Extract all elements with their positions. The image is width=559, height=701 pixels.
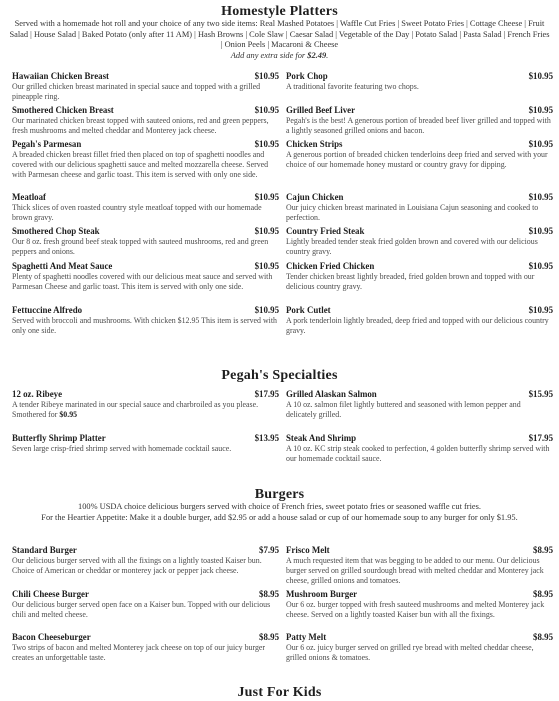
item-price: $8.95 — [533, 545, 553, 555]
menu-item — [12, 389, 279, 420]
item-name: Spaghetti And Meat Sauce — [12, 261, 113, 271]
menu-item — [286, 192, 553, 223]
item-price: $10.95 — [254, 261, 279, 271]
item-price: $8.95 — [259, 632, 279, 642]
item-name: Pork Cutlet — [286, 305, 331, 315]
item-price: $8.95 — [259, 589, 279, 599]
menu-item — [286, 433, 553, 464]
menu-item — [12, 226, 279, 257]
item-name: Fettuccine Alfredo — [12, 305, 83, 315]
item-name: Meatloaf — [12, 192, 47, 202]
item-name: Standard Burger — [12, 545, 77, 555]
item-price: $7.95 — [259, 545, 279, 555]
item-description: A much requested item that was begging to be added to our menu. Our delicious burger served on grilled sourdough bread with melted cheddar and Monterey jack cheese, grilled onions and tomatoes. — [286, 556, 544, 585]
homestyle-intro — [8, 19, 551, 61]
item-description: A 10 oz. KC strip steak cooked to perfection, 4 golden butterfly shrimp served with our homemade cocktail sauce. — [286, 444, 550, 463]
extra-side-note: Add any extra side for $2.49. — [230, 50, 329, 60]
burgers-intro — [8, 502, 551, 523]
extra-side-price: $2.49 — [307, 50, 327, 60]
item-price: $17.95 — [528, 433, 553, 443]
item-description: A breaded chicken breast fillet fried then placed on top of spaghetti noodles and covered with our delicious spaghetti sauce and melted mozzarella cheese. Served with Parmesan cheese and garlic toast. This item is served with only one side. — [12, 150, 269, 179]
item-price: $10.95 — [528, 139, 553, 149]
item-description: Our grilled chicken breast marinated in special sauce and topped with a grilled pineapple ring. — [12, 82, 261, 101]
menu-item — [286, 589, 553, 620]
item-description: Pegah's is the best! A generous portion of breaded beef liver grilled and topped with a lightly seasoned grilled onions and bacon. — [286, 116, 551, 135]
item-price: $8.95 — [533, 589, 553, 599]
item-name: Chicken Fried Chicken — [286, 261, 375, 271]
item-name: Grilled Alaskan Salmon — [286, 389, 377, 399]
item-name: Frisco Melt — [286, 545, 330, 555]
item-description: Our juicy chicken breast marinated in Louisiana Cajun seasoning and cooked to perfection. — [286, 203, 539, 222]
menu-item — [12, 589, 279, 620]
item-price: $15.95 — [528, 389, 553, 399]
item-price: $10.95 — [528, 105, 553, 115]
item-name: Pegah's Parmesan — [12, 139, 82, 149]
menu-item — [12, 433, 279, 454]
homestyle-intro-text: Served with a homemade hot roll and your choice of any two side items: Real Mashed Potatoes | Waffle Cut Fries | Sweet Potato Fries | Cottage Cheese | Fruit Salad | House Salad | Baked Potato (only after 11 AM) | Hash Browns | Cole Slaw | Caesar Salad | Vegetable of the Day | Potato Salad | Pasta Salad | French Fries | Onion Peels | Macaroni & Cheese — [9, 19, 550, 50]
menu-item — [286, 389, 553, 420]
specialties-title: Pegah's Specialties — [221, 368, 338, 383]
menu-item — [286, 545, 553, 586]
burgers-heartier-text: For the Heartier Appetite: Make it a double burger, add $2.95 or add a house salad or cup of our homemade soup to any burger for only $1.95. — [41, 512, 518, 522]
menu-item — [286, 226, 553, 257]
menu-item — [286, 105, 553, 136]
item-name: Butterfly Shrimp Platter — [12, 433, 106, 443]
item-description: A traditional favorite featuring two chops. — [286, 82, 419, 91]
menu-item — [12, 632, 279, 663]
item-price: $10.95 — [528, 226, 553, 236]
item-name: Hawaiian Chicken Breast — [12, 71, 109, 81]
item-price: $10.95 — [528, 192, 553, 202]
menu-item — [12, 192, 279, 223]
item-description: Seven large crisp-fried shrimp served with homemade cocktail sauce. — [12, 444, 232, 453]
item-name: Smothered Chicken Breast — [12, 105, 114, 115]
menu-item — [12, 305, 279, 336]
item-description: Our 6 oz. burger topped with fresh sauteed mushrooms and melted Monterey jack cheese. Served on a lightly toasted Kaiser bun with all the fixings. — [286, 600, 545, 619]
item-name: Patty Melt — [286, 632, 327, 642]
burgers-intro-text: 100% USDA choice delicious burgers served with choice of French fries, sweet potato fries or seasoned waffle cut fries. — [78, 502, 481, 511]
item-description: A generous portion of breaded chicken tenderloins deep fried and served with your choice of our homemade honey mustard or country gravy for dipping. — [286, 150, 548, 169]
item-description: A 10 oz. salmon filet lightly buttered and seasoned with lemon pepper and delicately grilled. — [286, 400, 521, 419]
menu-item — [286, 632, 553, 663]
burgers-title: Burgers — [254, 487, 305, 502]
item-name: Smothered Chop Steak — [12, 226, 100, 236]
item-price: $10.95 — [254, 305, 279, 315]
item-price: $10.95 — [528, 305, 553, 315]
item-description: Our delicious burger served with all the fixings on a lightly toasted Kaiser bun. Choice of American or cheddar or monterey jack or pepper jack cheese. — [12, 556, 262, 575]
menu-item — [286, 139, 553, 170]
kids-title: Just For Kids — [237, 685, 322, 700]
item-description: Our 8 oz. fresh ground beef steak topped with sauteed mushrooms, red and green peppers and onions. — [12, 237, 269, 256]
item-name: Chicken Strips — [286, 139, 343, 149]
item-name: Chili Cheese Burger — [12, 589, 89, 599]
menu-item — [12, 105, 279, 136]
item-name: 12 oz. Ribeye — [12, 389, 63, 399]
item-price: $17.95 — [254, 389, 279, 399]
item-description: Our marinated chicken breast topped with sauteed onions, red and green peppers, fresh mushrooms and melted cheddar and Monterey jack cheese. — [12, 116, 269, 135]
item-description: Plenty of spaghetti noodles covered with our delicious meat sauce and served with Parmesan Cheese and garlic toast. This item is served with only one side. — [12, 272, 273, 291]
item-price: $10.95 — [254, 192, 279, 202]
item-name: Mushroom Burger — [286, 589, 358, 599]
item-description: Served with broccoli and mushrooms. With chicken $12.95 This item is served with only one side. — [12, 316, 278, 335]
item-name: Steak And Shrimp — [286, 433, 357, 443]
item-name: Bacon Cheeseburger — [12, 632, 91, 642]
item-price: $10.95 — [254, 226, 279, 236]
item-price: $10.95 — [254, 105, 279, 115]
item-description: Lightly breaded tender steak fried golden brown and covered with our delicious country gravy. — [286, 237, 538, 256]
item-description: A tender Ribeye marinated in our special sauce and charbroiled as you please. — [12, 400, 259, 409]
item-name: Cajun Chicken — [286, 192, 344, 202]
item-description: Our delicious burger served open face on a Kaiser bun. Topped with our delicious chili and melted cheese. — [12, 600, 271, 619]
homestyle-title: Homestyle Platters — [221, 4, 338, 19]
item-name: Grilled Beef Liver — [286, 105, 356, 115]
item-description: Thick slices of oven roasted country style meatloaf topped with our homemade brown gravy. — [12, 203, 262, 222]
item-description: Two strips of bacon and melted Monterey jack cheese on top of our juicy burger creates an unforgettable taste. — [12, 643, 266, 662]
item-extra: Smothered for $0.95 — [12, 409, 78, 419]
item-extra-price: $0.95 — [59, 409, 78, 419]
item-description: A pork tenderloin lightly breaded, deep fried and topped with our delicious country gravy. — [286, 316, 549, 335]
item-price: $10.95 — [528, 71, 553, 81]
item-name: Country Fried Steak — [286, 226, 365, 236]
item-name: Pork Chop — [286, 71, 328, 81]
menu-item — [12, 545, 279, 576]
menu-item — [286, 261, 553, 292]
item-price: $13.95 — [254, 433, 279, 443]
item-price: $10.95 — [254, 139, 279, 149]
menu-item — [12, 71, 279, 102]
item-price: $8.95 — [533, 632, 553, 642]
menu-item — [286, 71, 553, 92]
menu-item — [12, 261, 279, 292]
menu-item — [12, 139, 279, 180]
item-price: $10.95 — [254, 71, 279, 81]
menu-item — [286, 305, 553, 336]
item-description: Our 6 oz. juicy burger served on grilled rye bread with melted cheddar cheese, grilled onions & tomatoes. — [286, 643, 534, 662]
item-description: Tender chicken breast lightly breaded, fried golden brown and topped with our delicious country gravy. — [286, 272, 535, 291]
item-price: $10.95 — [528, 261, 553, 271]
